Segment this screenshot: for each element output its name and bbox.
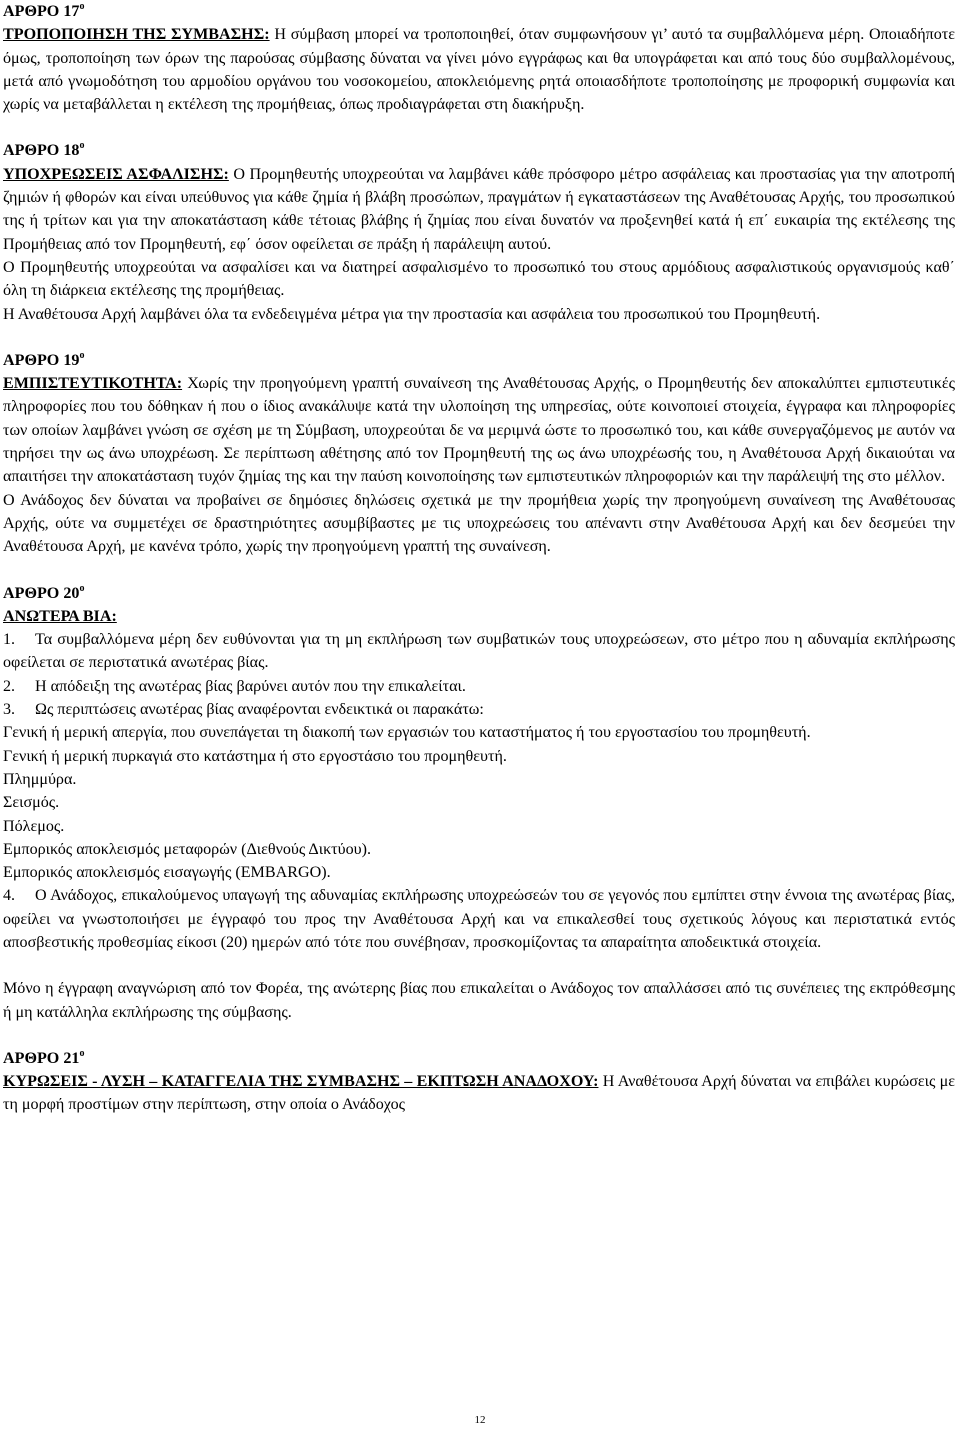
article-17-heading-sup: ο xyxy=(79,1,85,12)
article-20-item-4 xyxy=(3,884,955,954)
article-21-heading xyxy=(3,1047,955,1070)
article-18-text: Ο Προμηθευτής υποχρεούται να λαμβάνει κάθε πρόσφορο μέτρο ασφάλειας και προστασίας για την αποτροπή ζημιών ή φθορών και είναι υπεύθυνος για κάθε ζημία ή βλάβη προσώπων, πραγμάτων ή εγκαταστάσεων της Αναθέτουσας Αρχής, του προσωπικού της ή τρίτων και για την αποκατάσταση κάθε τέτοιας βλάβης ή ζημίας που είναι δυνατόν να προξενηθεί κατά ή επ΄ ευκαιρία της εκτέλεσης της Προμήθειας από τον Προμηθευτή, εφ΄ όσον οφείλεται σε πράξη ή παράλειψη αυτού. xyxy=(3,165,955,253)
item-text: Η απόδειξη της ανωτέρας βίας βαρύνει αυτόν που την επικαλείται. xyxy=(35,677,466,695)
article-19 xyxy=(3,349,955,559)
article-20-item-3 xyxy=(3,698,955,721)
article-18-title: ΥΠΟΧΡΕΩΣΕΙΣ ΑΣΦΑΛΙΣΗΣ: xyxy=(3,165,229,183)
item-text: Ως περιπτώσεις ανωτέρας βίας αναφέρονται ενδεικτικά οι παρακάτω: xyxy=(35,701,484,719)
item-text: Τα συμβαλλόμενα μέρη δεν ευθύνονται για τη μη εκπλήρωση των συμβατικών τους υποχρεώσεων, στο μέτρο που η αδυναμία εκπλήρωσης οφείλεται σε περιστατικά ανωτέρας βίας. xyxy=(3,631,955,672)
article-18-heading xyxy=(3,139,955,162)
article-21-heading-sup: ο xyxy=(79,1047,85,1059)
article-17-heading-text: ΑΡΘΡΟ 17 xyxy=(3,3,80,20)
force-majeure-case: Πλημμύρα. xyxy=(3,770,77,788)
article-19-text: Χωρίς την προηγούμενη γραπτή συναίνεση της Αναθέτουσας Αρχής, ο Προμηθευτής δεν αποκαλύπτει εμπιστευτικές πληροφορίες που του δόθηκαν ή που ο ίδιος ανακάλυψε κατά την υλοποίηση της υπηρεσίας, ούτε κοινοποιεί στοιχεία, έγγραφα και πληροφορίες των οποίων λαμβάνει γνώση σε σχέση με τη Σύμβαση, υποχρεούται δε να μεριμνά ώστε το προσωπικό του, και κάθε συνεργαζόμενος με αυτόν να τηρήσει την ως άνω υποχρέωση. Σε περίπτωση αθέτησης από τον Προμηθευτή της ως άνω υποχρέωσής του, η Αναθέτουσα Αρχή δικαιούται να απαιτήσει την αποκατάσταση τυχόν ζημίας της και την παύση κοινοποίησης των εμπιστευτικών πληροφοριών και την παράλειψή της στο μέλλον. xyxy=(3,375,955,486)
article-20-heading xyxy=(3,582,955,605)
article-18-body xyxy=(3,163,955,256)
article-20-item-2 xyxy=(3,675,955,698)
item-text: Ο Ανάδοχος, επικαλούμενος υπαγωγή της αδυναμίας εκπλήρωσης υποχρεώσεών του σε γεγονός που εμπίπτει στην έννοια της ανωτέρας βίας, οφείλει να γνωστοποιήσει με έγγραφό του προς την Αναθέτουσα Αρχή και να επικαλεσθεί τους σχετικούς λόγους και περιστατικά εντός αποσβεστικής προθεσμίας είκοσι (20) ημερών από τότε που συνέβησαν, προσκομίζοντας τα απαραίτητα αποδεικτικά στοιχεία. xyxy=(3,887,955,951)
article-19-body xyxy=(3,372,955,488)
article-20-item-1 xyxy=(3,628,955,675)
article-17-text: Η σύμβαση μπορεί να τροποποιηθεί, όταν συμφωνήσουν γι’ αυτό τα συμβαλλόμενα μέρη. Οποιαδήποτε όμως, τροποποίηση των όρων της παρούσας σύμβασης δύναται να γίνει μόνο εγγράφως και θα υπογράφεται και από τους δύο συμβαλλομένους, μετά από γνωμοδότηση του αρμοδίου οργάνου του νοσοκομείου, αποκλειόμενης ρητά οποιασδήποτε τροποποίησης με προφορική συμφωνία και χωρίς να μεταβάλλεται η εκτέλεση της προμήθειας, όπως προδιαγράφεται στη διακήρυξη. xyxy=(3,26,956,114)
item-number: 3. xyxy=(3,701,16,719)
article-20-heading-sup: ο xyxy=(79,582,85,594)
force-majeure-case: Εμπορικός αποκλεισμός μεταφορών (Διεθνούς Δικτύου). xyxy=(3,840,372,858)
article-20-title: ΑΝΩΤΕΡΑ ΒΙΑ: xyxy=(3,607,117,625)
article-21-heading-text: ΑΡΘΡΟ 21 xyxy=(3,1049,80,1067)
article-20 xyxy=(3,582,955,1024)
article-18-heading-text: ΑΡΘΡΟ 18 xyxy=(3,142,80,160)
article-21 xyxy=(3,1047,955,1117)
article-19-heading-text: ΑΡΘΡΟ 19 xyxy=(3,351,80,369)
article-17-body xyxy=(3,23,955,116)
force-majeure-case: Πόλεμος. xyxy=(3,817,65,835)
article-21-text: Η Αναθέτουσα Αρχή δύναται να επιβάλει κυρώσεις με τη μορφή προστίμων στην περίπτωση, στην οποία ο Ανάδοχος xyxy=(3,1073,955,1114)
force-majeure-case: Γενική ή μερική πυρκαγιά στο κατάστημα ή στο εργοστάσιο του προμηθευτή. xyxy=(3,747,507,765)
article-18 xyxy=(3,139,955,325)
article-19-paragraph-2: Ο Ανάδοχος δεν δύναται να προβαίνει σε δημόσιες δηλώσεις σχετικά με την προμήθεια χωρίς την προηγούμενη συναίνεση της Αναθέτουσας Αρχής, ούτε να συμμετέχει σε δραστηριότητες ασυμβίβαστες με τις υποχρεώσεις του απέναντι στην Αναθέτουσα Αρχή και δεν δεσμεύει την Αναθέτουσα Αρχή, με κανένα τρόπο, χωρίς την προηγούμενη γραπτή της συναίνεση. xyxy=(3,491,955,556)
article-19-title: ΕΜΠΙΣΤΕΥΤΙΚΟΤΗΤΑ: xyxy=(3,375,183,393)
article-17-heading xyxy=(3,0,955,23)
article-21-body xyxy=(3,1070,955,1117)
item-number: 1. xyxy=(3,631,16,649)
article-17 xyxy=(3,0,955,116)
item-number: 4. xyxy=(3,887,16,905)
article-20-title-line xyxy=(3,605,955,628)
force-majeure-case: Γενική ή μερική απεργία, που συνεπάγεται τη διακοπή των εργασιών του καταστήματος ή του εργοστασίου του προμηθευτή. xyxy=(3,724,811,742)
page-number: 12 xyxy=(474,1414,486,1426)
force-majeure-case: Εμπορικός αποκλεισμός εισαγωγής (EMBARGO). xyxy=(3,864,331,882)
article-19-heading xyxy=(3,349,955,372)
article-20-closing: Μόνο η έγγραφη αναγνώριση από τον Φορέα, της ανώτερης βίας που επικαλείται ο Ανάδοχος τον απαλλάσσει από τις συνέπειες της εκπρόθεσμης ή μη κατάλληλα εκπλήρωσης της σύμβασης. xyxy=(3,980,955,1021)
article-19-heading-sup: ο xyxy=(79,349,85,361)
article-18-paragraph-2: Ο Προμηθευτής υποχρεούται να ασφαλίσει και να διατηρεί ασφαλισμένο το προσωπικό του στους αρμόδιους ασφαλιστικούς οργανισμούς καθ΄ όλη τη διάρκεια εκτέλεσης της προμήθειας. xyxy=(3,258,955,300)
article-21-title: ΚΥΡΩΣΕΙΣ - ΛΥΣΗ – ΚΑΤΑΓΓΕΛΙΑ ΤΗΣ ΣΥΜΒΑΣΗΣ – ΕΚΠΤΩΣΗ ΑΝΑΔΟΧΟΥ: xyxy=(3,1073,599,1091)
article-20-heading-text: ΑΡΘΡΟ 20 xyxy=(3,584,80,602)
article-18-heading-sup: ο xyxy=(79,140,85,152)
force-majeure-case: Σεισμός. xyxy=(3,794,60,812)
article-17-title: ΤΡΟΠΟΠΟΙΗΣΗ ΤΗΣ ΣΥΜΒΑΣΗΣ: xyxy=(3,26,270,44)
item-number: 2. xyxy=(3,677,16,695)
article-18-paragraph-3: Η Αναθέτουσα Αρχή λαμβάνει όλα τα ενδεδειγμένα μέτρα για την προστασία και ασφάλεια του προσωπικού του Προμηθευτή. xyxy=(3,305,821,323)
